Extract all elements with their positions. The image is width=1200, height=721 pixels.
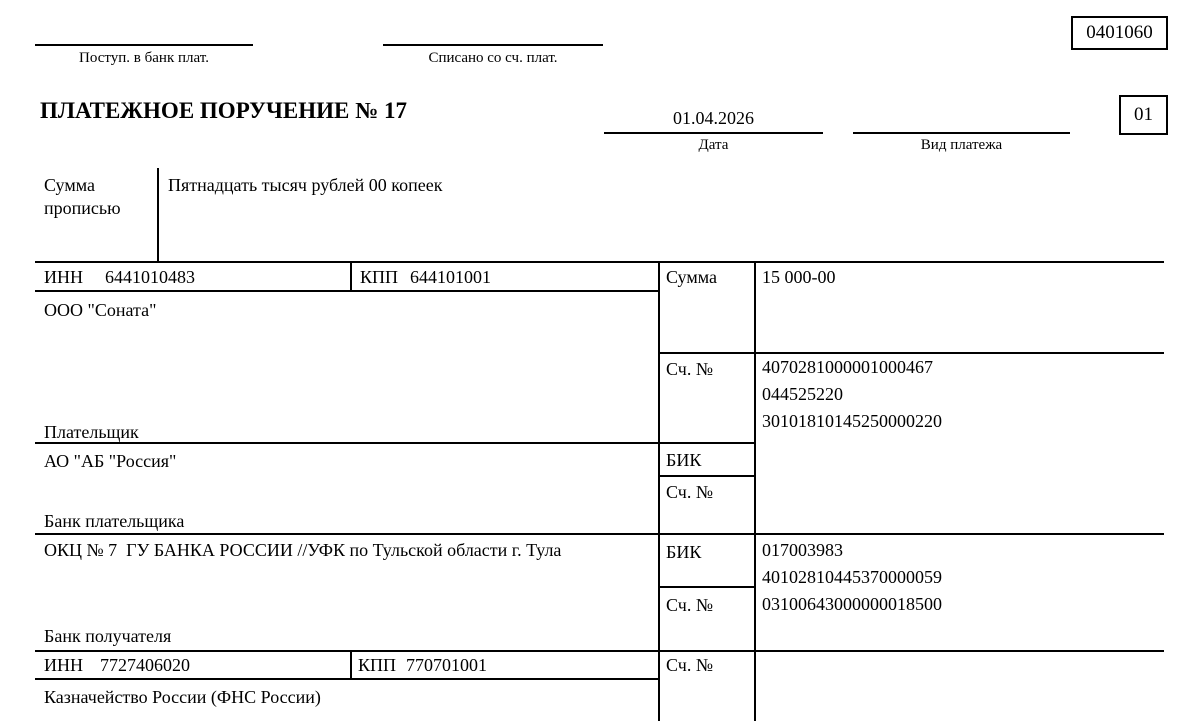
amount-words-value: Пятнадцать тысяч рублей 00 копеек	[168, 175, 443, 195]
payee-bank-bik-label: БИК	[666, 542, 702, 562]
page-title: ПЛАТЕЖНОЕ ПОРУЧЕНИЕ № 17	[40, 98, 408, 123]
table-line	[35, 261, 1164, 263]
payee-bank-value-line: 03100643000000018500	[762, 594, 942, 614]
payer-kpp-value: 644101001	[410, 267, 491, 287]
label-value-divider	[754, 261, 756, 721]
inn-kpp-divider	[350, 650, 352, 680]
table-line	[35, 290, 658, 292]
received-line	[35, 44, 253, 46]
amount-label: Сумма	[666, 267, 717, 287]
payee-account-label: Сч. №	[666, 655, 713, 675]
payer-section-label: Плательщик	[44, 422, 139, 442]
table-line	[658, 475, 756, 477]
debited-line	[383, 44, 603, 46]
table-line	[35, 442, 754, 444]
table-line	[658, 586, 756, 588]
date-value: 01.04.2026	[673, 108, 754, 128]
payee-kpp-value: 770701001	[406, 655, 487, 675]
payment-type-box	[1119, 95, 1168, 135]
amount-words-label: Сумма прописью	[44, 175, 121, 218]
payment-type-value: 01	[1134, 104, 1153, 125]
payer-bank-bik-label: БИК	[666, 450, 702, 470]
main-column-divider	[658, 261, 660, 721]
payer-bank-account-label: Сч. №	[666, 482, 713, 502]
table-line	[35, 533, 1164, 535]
payee-bank-value-line: 017003983	[762, 540, 843, 560]
table-line	[35, 678, 658, 680]
payer-account-line: 30101810145250000220	[762, 411, 942, 431]
date-label: Дата	[698, 137, 729, 153]
payee-bank-value-line: 40102810445370000059	[762, 567, 942, 587]
payer-account-line: 4070281000001000467	[762, 357, 933, 377]
form-code-box	[1071, 16, 1168, 50]
payee-bank-name: ОКЦ № 7 ГУ БАНКА РОССИИ //УФК по Тульской области г. Тула	[44, 540, 562, 560]
amount-value: 15 000-00	[762, 267, 836, 287]
received-label: Поступ. в банк плат.	[79, 50, 209, 66]
payment-type-label: Вид платежа	[920, 137, 1003, 153]
debited-label: Списано со сч. плат.	[428, 50, 558, 66]
payee-inn-value: 7727406020	[100, 655, 190, 675]
payee-bank-section-label: Банк получателя	[44, 626, 172, 646]
payer-bank-section-label: Банк плательщика	[44, 511, 185, 531]
payer-inn-value: 6441010483	[105, 267, 195, 287]
payer-bank-name: АО "АБ "Россия"	[44, 451, 177, 471]
date-line	[604, 132, 823, 134]
table-line	[35, 650, 1164, 652]
form-code: 0401060	[1086, 22, 1153, 43]
amount-words-divider	[157, 168, 159, 262]
payer-kpp-label: КПП	[360, 267, 399, 287]
table-line	[658, 352, 1164, 354]
payer-name: ООО "Соната"	[44, 300, 157, 320]
payee-bank-account-label: Сч. №	[666, 595, 713, 615]
inn-kpp-divider	[350, 261, 352, 292]
payee-kpp-label: КПП	[358, 655, 397, 675]
payer-account-line: 044525220	[762, 384, 843, 404]
payer-account-label: Сч. №	[666, 359, 713, 379]
payer-inn-label: ИНН	[44, 267, 83, 287]
payee-inn-label: ИНН	[44, 655, 83, 675]
payee-name: Казначейство России (ФНС России)	[44, 687, 321, 707]
payment-type-line	[853, 132, 1070, 134]
